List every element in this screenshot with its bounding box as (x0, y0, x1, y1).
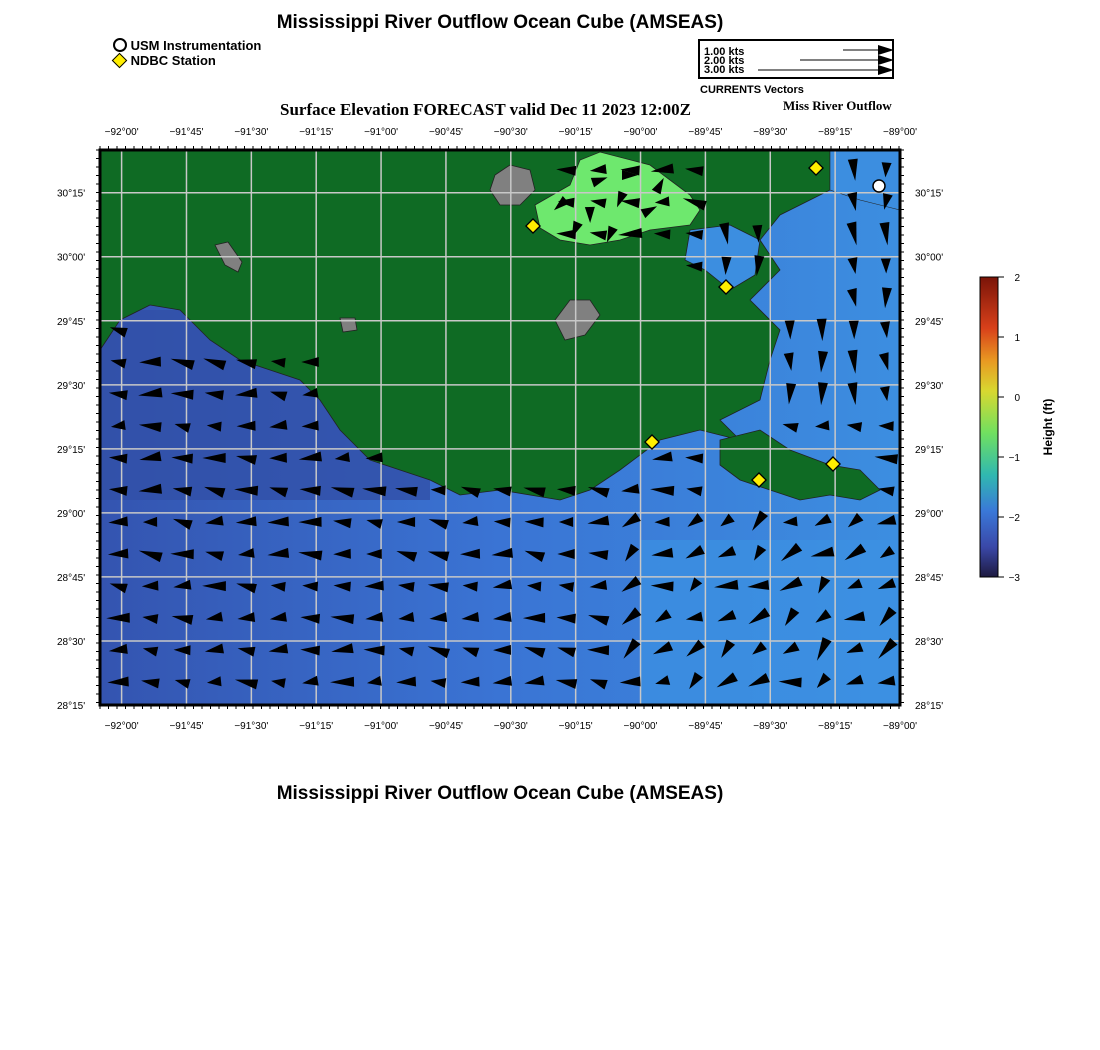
x-tick-label-top: −90°00' (623, 127, 658, 138)
x-tick-label-bottom: −89°00' (883, 721, 917, 732)
colorbar-tick-label: 2 (1014, 273, 1020, 284)
x-tick-label-bottom: −92°00' (104, 721, 139, 732)
x-tick-label-bottom: −91°45' (169, 721, 204, 732)
y-tick-label-left: 28°15' (57, 701, 86, 712)
y-tick-label-right: 28°45' (915, 572, 944, 584)
x-tick-label-bottom: −91°00' (364, 721, 399, 732)
x-tick-label-top: −91°45' (169, 127, 204, 138)
x-tick-label-top: −90°45' (428, 127, 463, 138)
y-tick-label-left: 30°15' (57, 188, 86, 200)
x-tick-label-bottom: −90°30' (493, 721, 528, 732)
x-tick-label-bottom: −91°30' (234, 721, 269, 732)
x-tick-label-top: −91°15' (299, 127, 334, 138)
colorbar-label: Height (ft) (1041, 398, 1055, 456)
y-tick-label-left: 29°45' (57, 316, 86, 328)
x-tick-label-bottom: −89°15' (818, 721, 853, 732)
colorbar-tick-label: 0 (1014, 393, 1020, 404)
x-tick-label-bottom: −90°15' (558, 721, 593, 732)
x-tick-label-top: −92°00' (104, 127, 139, 138)
region-label: Miss River Outflow (783, 98, 892, 113)
y-tick-label-right: 28°15' (915, 701, 944, 712)
x-tick-label-bottom: −89°45' (688, 721, 723, 732)
colorbar-gradient (980, 277, 998, 577)
second-title: Mississippi River Outflow Ocean Cube (AMSEAS) (276, 783, 724, 804)
x-tick-label-top: −90°30' (493, 127, 528, 138)
x-tick-label-top: −91°00' (364, 127, 399, 138)
colorbar-tick-label: −2 (1008, 513, 1020, 524)
colorbar-tick-label: −3 (1008, 573, 1020, 584)
y-tick-label-left: 28°45' (57, 572, 86, 584)
y-tick-label-left: 30°00' (57, 252, 86, 264)
colorbar (970, 265, 1060, 585)
colorbar-tick-label: −1 (1008, 453, 1020, 464)
legend-usm-label: USM Instrumentation (130, 38, 262, 53)
x-tick-label-top: −89°30' (753, 127, 788, 138)
usm-station-marker (873, 180, 885, 192)
y-tick-label-right: 29°30' (915, 380, 944, 392)
x-tick-label-top: −90°15' (558, 127, 593, 138)
colorbar-ticks (998, 273, 1020, 584)
y-tick-label-right: 29°15' (915, 444, 944, 456)
y-tick-label-left: 29°00' (57, 508, 86, 520)
y-tick-label-right: 29°00' (915, 508, 944, 520)
vector-3kt-label: 3.00 kts (704, 64, 745, 76)
vector-2kt-label: 2.00 kts (704, 55, 745, 67)
plot-subtitle: Surface Elevation FORECAST valid Dec 11 2023 12:00Z (280, 100, 691, 119)
y-tick-label-left: 29°15' (57, 444, 86, 456)
main-title: Mississippi River Outflow Ocean Cube (AMSEAS) (276, 12, 724, 33)
y-tick-label-right: 29°45' (915, 316, 944, 328)
y-tick-label-left: 28°30' (57, 636, 86, 648)
vector-1kt-label: 1.00 kts (704, 46, 745, 58)
x-tick-label-top: −89°15' (818, 127, 853, 138)
x-tick-label-bottom: −89°30' (753, 721, 788, 732)
y-tick-label-left: 29°30' (57, 380, 86, 392)
legend-ndbc-label: NDBC Station (130, 53, 216, 68)
x-tick-label-top: −89°45' (688, 127, 723, 138)
y-tick-label-right: 30°15' (915, 188, 944, 200)
y-tick-label-right: 30°00' (915, 252, 944, 264)
x-tick-label-top: −89°00' (883, 127, 917, 138)
x-tick-label-bottom: −90°00' (623, 721, 658, 732)
x-tick-label-top: −91°30' (234, 127, 269, 138)
x-tick-label-bottom: −91°15' (299, 721, 334, 732)
vectors-caption: CURRENTS Vectors (700, 84, 804, 96)
colorbar-tick-label: 1 (1014, 333, 1020, 344)
y-tick-label-right: 28°30' (915, 636, 944, 648)
x-tick-label-bottom: −90°45' (428, 721, 463, 732)
